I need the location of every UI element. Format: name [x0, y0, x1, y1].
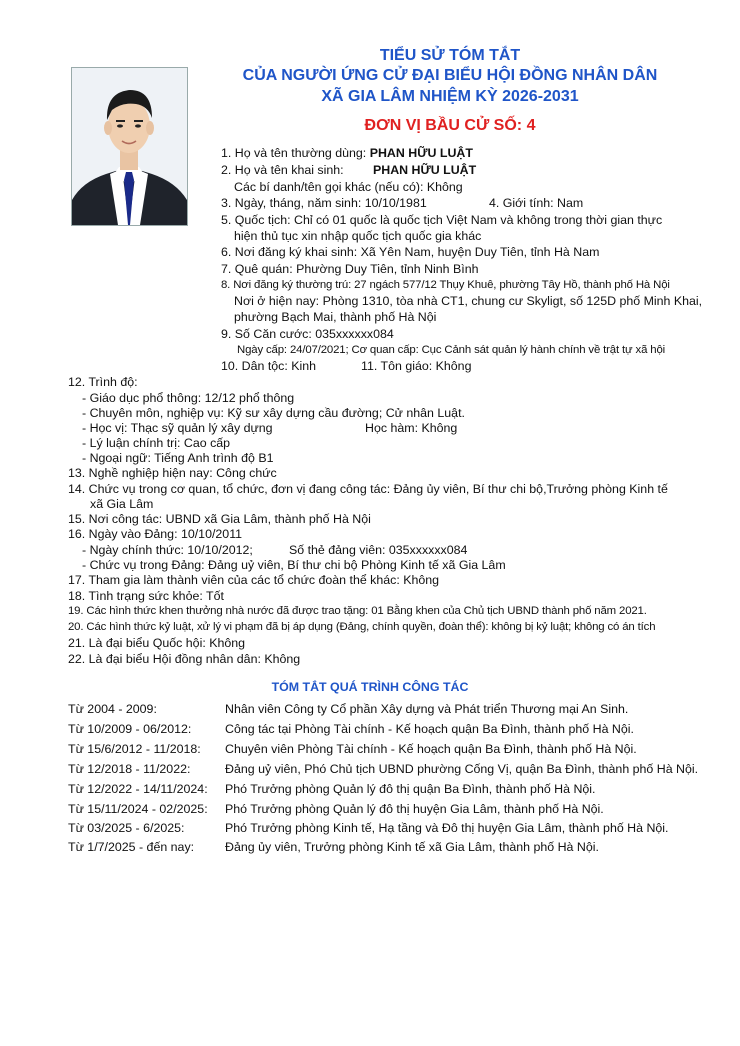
- title-line-2: CỦA NGƯỜI ỨNG CỬ ĐẠI BIỂU HỘI ĐỒNG NHÂN DÂN: [242, 67, 658, 84]
- career-period: Từ 12/2022 - 14/11/2024:: [68, 782, 208, 796]
- field-specialty: - Chuyên môn, nghiệp vụ: Kỹ sư xây dựng cầu đường; Cử nhân Luật.: [82, 406, 465, 420]
- field-nationality: 5. Quốc tịch: Chỉ có 01 quốc là quốc tịch Việt Nam và không trong thời gian thực: [221, 213, 663, 227]
- field-nationality-cont: hiện thủ tục xin nhập quốc tịch quốc gia khác: [234, 229, 482, 243]
- career-heading: TÓM TẮT QUÁ TRÌNH CÔNG TÁC: [271, 680, 469, 694]
- field-workplace: 15. Nơi công tác: UBND xã Gia Lâm, thành phố Hà Nội: [68, 512, 371, 526]
- field-id-card: 9. Số Căn cước: 035xxxxxx084: [221, 327, 394, 341]
- career-period: Từ 15/11/2024 - 02/2025:: [68, 802, 208, 816]
- career-description: Phó Trưởng phòng Quản lý đô thị huyện Gia Lâm, thành phố Hà Nội.: [225, 802, 604, 816]
- field-party-position: - Chức vụ trong Đảng: Đảng uỷ viên, Bí thư chi bộ Phòng Kinh tế xã Gia Lâm: [82, 558, 506, 572]
- field-birthplace: 6. Nơi đăng ký khai sinh: Xã Yên Nam, huyện Duy Tiên, tỉnh Hà Nam: [221, 245, 600, 259]
- career-description: Đảng ủy viên, Trưởng phòng Kinh tế xã Gia Lâm, thành phố Hà Nội.: [225, 840, 599, 854]
- field-party-official-date: - Ngày chính thức: 10/10/2012;: [82, 543, 253, 557]
- career-description: Đảng uỷ viên, Phó Chủ tịch UBND phường Cống Vị, quận Ba Đình, thành phố Hà Nội.: [225, 762, 699, 776]
- field-general-education: - Giáo dục phổ thông: 12/12 phổ thông: [82, 391, 295, 405]
- career-period: Từ 15/6/2012 - 11/2018:: [68, 742, 201, 756]
- field-degree: - Học vị: Thạc sỹ quản lý xây dựng: [82, 421, 273, 435]
- career-description: Phó Trưởng phòng Quản lý đô thị quận Ba Đình, thành phố Hà Nội.: [225, 782, 596, 796]
- candidate-photo: [71, 67, 188, 226]
- field-party-join-date: 16. Ngày vào Đảng: 10/10/2011: [68, 527, 243, 541]
- field-permanent-residence: 8. Nơi đăng ký thường trú: 27 ngách 577/12 Thụy Khuê, phường Tây Hồ, thành phố Hà Nội: [221, 279, 670, 291]
- career-period: Từ 1/7/2025 - đến nay:: [68, 840, 195, 854]
- field-na-delegate: 21. Là đại biểu Quốc hội: Không: [68, 636, 246, 650]
- field-birth-name-label: 2. Họ và tên khai sinh:: [221, 163, 344, 177]
- field-awards: 19. Các hình thức khen thưởng nhà nước đã được trao tặng: 01 Bằng khen của Chủ tịch UBND thành phố năm 2021.: [68, 605, 647, 617]
- career-period: Từ 03/2025 - 6/2025:: [68, 821, 185, 835]
- field-pc-delegate: 22. Là đại biểu Hội đồng nhân dân: Không: [68, 652, 301, 666]
- field-occupation: 13. Nghề nghiệp hiện nay: Công chức: [68, 466, 277, 480]
- field-gender: 4. Giới tính: Nam: [489, 196, 584, 210]
- career-period: Từ 12/2018 - 11/2022:: [68, 762, 191, 776]
- field-party-card: Số thẻ đảng viên: 035xxxxxx084: [289, 543, 468, 557]
- field-position: 14. Chức vụ trong cơ quan, tổ chức, đơn vị đang công tác: Đảng ủy viên, Bí thư chi bộ,Trưởng phòng Kinh tế: [68, 482, 668, 496]
- career-description: Phó Trưởng phòng Kinh tế, Hạ tầng và Đô thị huyện Gia Lâm, thành phố Hà Nội.: [225, 821, 669, 835]
- electoral-unit: ĐƠN VỊ BẦU CỬ SỐ: 4: [364, 117, 536, 134]
- title-line-1: TIỂU SỬ TÓM TẮT: [379, 47, 521, 64]
- career-description: Chuyên viên Phòng Tài chính - Kế hoạch quận Ba Đình, thành phố Hà Nội.: [225, 742, 637, 756]
- field-birth-name: [221, 163, 344, 178]
- career-period: Từ 2004 - 2009:: [68, 702, 157, 716]
- field-discipline: 20. Các hình thức kỷ luật, xử lý vi phạm đã bị áp dụng (Đảng, chính quyền, đoàn thể): không bị kỷ luật; không có án tích: [68, 621, 656, 633]
- field-position-cont: xã Gia Lâm: [90, 497, 154, 511]
- birth-name-value: PHAN HỮU LUẬT: [373, 163, 477, 177]
- career-description: Công tác tại Phòng Tài chính - Kế hoạch quận Ba Đình, thành phố Hà Nội.: [225, 722, 634, 736]
- field-ethnicity: 10. Dân tộc: Kinh: [221, 359, 317, 373]
- field-organizations: 17. Tham gia làm thành viên của các tổ chức đoàn thể khác: Không: [68, 573, 440, 587]
- candidate-name: PHAN HỮU LUẬT: [369, 146, 473, 160]
- field-common-name-label: 1. Họ và tên thường dùng:: [221, 146, 367, 160]
- field-dob: 3. Ngày, tháng, năm sinh: 10/10/1981: [221, 196, 427, 210]
- field-common-name: [221, 146, 473, 161]
- career-period: Từ 10/2009 - 06/2012:: [68, 722, 192, 736]
- title-line-3: XÃ GIA LÂM NHIỆM KỲ 2026-2031: [321, 88, 579, 105]
- field-political-theory: - Lý luận chính trị: Cao cấp: [82, 436, 231, 450]
- field-religion: 11. Tôn giáo: Không: [361, 359, 472, 373]
- field-hometown: 7. Quê quán: Phường Duy Tiên, tỉnh Ninh Bình: [221, 262, 479, 276]
- field-health: 18. Tình trạng sức khỏe: Tốt: [68, 589, 224, 603]
- field-current-residence-cont: phường Bạch Mai, thành phố Hà Nội: [234, 310, 437, 324]
- field-id-issue: Ngày cấp: 24/07/2021; Cơ quan cấp: Cục Cảnh sát quản lý hành chính về trật tự xã hội: [237, 344, 666, 356]
- career-description: Nhân viên Công ty Cổ phần Xây dựng và Phát triển Thương mại An Sinh.: [225, 702, 629, 716]
- field-education: 12. Trình độ:: [68, 375, 138, 389]
- field-alias: Các bí danh/tên gọi khác (nếu có): Không: [234, 180, 463, 194]
- field-current-residence: Nơi ở hiện nay: Phòng 1310, tòa nhà CT1, chung cư Skyligt, số 125D phố Minh Khai,: [234, 294, 703, 308]
- field-academic-title: Học hàm: Không: [365, 421, 458, 435]
- field-foreign-language: - Ngoại ngữ: Tiếng Anh trình độ B1: [82, 451, 274, 465]
